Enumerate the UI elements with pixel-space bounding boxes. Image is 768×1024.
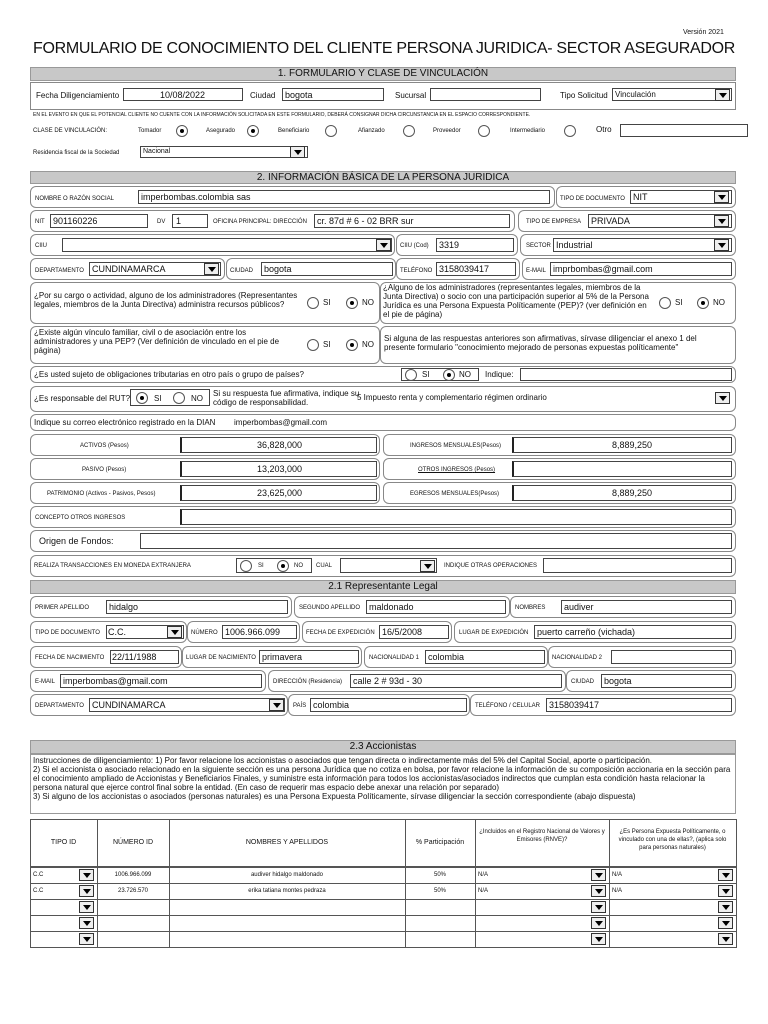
- q3-no-radio[interactable]: [346, 339, 358, 351]
- table-cell-tipo: C.C: [33, 888, 44, 894]
- table-cell-pct: 50%: [433, 888, 446, 894]
- tipo-empresa-value: PRIVADA: [591, 216, 630, 226]
- egresos-label: EGRESOS MENSUALES(Pesos): [410, 491, 500, 497]
- table-dropdown-icon[interactable]: [718, 885, 733, 897]
- section-2-1-header: 2.1 Representante Legal: [30, 580, 736, 594]
- lexp-label: LUGAR DE EXPEDICIÓN: [459, 630, 529, 636]
- table-cell-pep: N/A: [612, 872, 623, 878]
- rl-pais-value: colombia: [313, 700, 350, 710]
- sector-label: SECTOR: [526, 243, 551, 249]
- oficina-value: cr. 87d # 6 - 02 BRR sur: [317, 216, 414, 226]
- nombres-value: audiver: [564, 602, 594, 612]
- nit-value: 901160226: [53, 216, 98, 226]
- q5-no-label: NO: [459, 370, 471, 379]
- rl-tel-label: TELÉFONO / CELULAR: [475, 703, 541, 709]
- table-row: [475, 931, 610, 948]
- ingresos-value: 8,889,250: [612, 440, 653, 450]
- q5-indique-label: Indique:: [485, 370, 514, 379]
- table-dropdown-icon[interactable]: [591, 901, 606, 913]
- table-row: [169, 931, 406, 948]
- rl-pais-label: PAÍS: [293, 703, 307, 709]
- residencia-label: Residencia fiscal de la Sociedad: [33, 150, 120, 156]
- rl-ciudad-value: bogota: [604, 676, 632, 686]
- ingresos-label: INGRESOS MENSUALES(Pesos): [410, 443, 502, 449]
- opt-beneficiario-radio[interactable]: [325, 125, 337, 137]
- table-row: [475, 915, 610, 932]
- table-row: [169, 899, 406, 916]
- rl-tel-value: 3158039417: [549, 700, 600, 710]
- indique-otras-label: INDIQUE OTRAS OPERACIONES: [444, 563, 538, 569]
- instruction-2: 2) Si el accionista o asociado relacionado en la siguiente sección es una persona Jurídica que no cotiza en bolsa, por favor relacione la información de su composición accionaria en la sección para el conocimiento ampliado de Accionistas y Beneficiarios Finales, y suministre esta información para todos los accionistas/asociados indirectos que cumplan esta condición hasta relacionar la persona natural que ejerce control final sobre la entidad. (En caso de requerir mas espacio debe anexar una relación por separado): [33, 765, 731, 792]
- table-cell-nombre: audiver hidalgo maldonado: [250, 872, 324, 878]
- q5-si-radio[interactable]: [405, 369, 417, 381]
- nac2-label: NACIONALIDAD 2: [552, 655, 603, 661]
- depto-label: DEPARTAMENTO: [35, 268, 84, 274]
- rl-email-value: imperbombas@gmail.com: [63, 676, 168, 686]
- table-row: [405, 915, 476, 932]
- table-cell-rnve: N/A: [478, 888, 489, 894]
- q3-si-radio[interactable]: [307, 339, 319, 351]
- pasivo-label: PASIVO (Pesos): [82, 467, 127, 473]
- table-row: [169, 915, 406, 932]
- lnac-label: LUGAR DE NACIMIENTO: [186, 655, 256, 661]
- dv-value: 1: [176, 216, 182, 226]
- nac1-value: colombia: [428, 652, 465, 662]
- table-header-label: TIPO ID: [50, 839, 77, 846]
- rut-si-label: SI: [154, 394, 162, 403]
- table-dropdown-icon[interactable]: [79, 885, 94, 897]
- instruction-1: Instrucciones de diligenciamiento: 1) Por favor relacione los accionistas o asociados que tengan directa o indirectamente más del 5% del Capital Social, aporte o participación.: [33, 756, 653, 765]
- ciudad-value: bogota: [285, 90, 313, 100]
- moneda-no-label: NO: [294, 563, 303, 569]
- q1-no-radio[interactable]: [346, 297, 358, 309]
- q3-text: ¿Existe algún vínculo familiar, civil o de asociación entre los administradores y una PEP? (Ver definición de vinculado en el pie de página): [34, 328, 280, 355]
- tel-label: TELÉFONO: [400, 268, 433, 274]
- fnac-value: 22/11/1988: [112, 652, 157, 662]
- table-dropdown-icon[interactable]: [718, 901, 733, 913]
- moneda-no-radio[interactable]: [277, 560, 289, 572]
- opt-afianzado-radio[interactable]: [403, 125, 415, 137]
- table-row: [405, 931, 476, 948]
- q1-no-label: NO: [362, 298, 374, 307]
- fecha-label: Fecha Diligenciamiento: [36, 91, 120, 100]
- tel-value: 3158039417: [439, 264, 490, 274]
- rl-tipo-doc-dropdown-icon[interactable]: [167, 626, 182, 638]
- instruction-3: 3) Si alguno de los accionistas o asociados (personas naturales) es una Persona Expuesta Políticamente, sírvase diligenciar la sección correspondiente (abajo dispuesta): [33, 792, 636, 801]
- table-dropdown-icon[interactable]: [79, 917, 94, 929]
- sucursal-label: Sucursal: [395, 91, 427, 100]
- rl-depto-label: DEPARTAMENTO: [35, 703, 84, 709]
- rl-depto-dropdown-icon[interactable]: [269, 699, 284, 711]
- section-1-header: 1. FORMULARIO Y CLASE DE VINCULACIÓN: [30, 67, 736, 81]
- ap1-value: hidalgo: [109, 602, 139, 612]
- opt-afianzado-label: Afianzado: [358, 128, 385, 134]
- table-dropdown-icon[interactable]: [79, 901, 94, 913]
- opt-intermediario-radio[interactable]: [564, 125, 576, 137]
- rl-ciudad-label: CIUDAD: [571, 679, 595, 685]
- ap2-label: SEGUNDO APELLIDO: [299, 605, 361, 611]
- rut-no-label: NO: [191, 394, 203, 403]
- nac1-label: NACIONALIDAD 1: [369, 655, 420, 661]
- table-header-label: NOMBRES Y APELLIDOS: [245, 839, 329, 846]
- otros-label: OTROS INGRESOS (Pesos): [418, 467, 496, 473]
- indique-otras-input[interactable]: [543, 558, 732, 573]
- correo-value: imperbombas@gmail.com: [234, 418, 328, 427]
- rut-no-radio[interactable]: [173, 392, 185, 404]
- table-dropdown-icon[interactable]: [591, 917, 606, 929]
- q2-text: ¿Alguno de los administradores (representantes legales, miembros de la Junta Directiva) o socio con una participación superior al 5% de la Persona Jurídica es una Persona Expuesta Políticamente (PEP)? (ver definición en el pie de página): [383, 283, 649, 319]
- nac2-input[interactable]: [611, 650, 732, 664]
- q2-no-radio[interactable]: [697, 297, 709, 309]
- q3-no-label: NO: [362, 340, 374, 349]
- table-dropdown-icon[interactable]: [718, 869, 733, 881]
- ciiu-cod-label: CIIU (Cod): [400, 243, 429, 249]
- patrimonio-value: 23,625,000: [257, 488, 303, 498]
- ciiu-label: CIIU: [35, 243, 47, 249]
- instructions-text: [33, 756, 735, 801]
- q1-si-radio[interactable]: [307, 297, 319, 309]
- rl-numero-label: NÚMERO: [191, 630, 218, 636]
- table-cell-pep: N/A: [612, 888, 623, 894]
- sector-dropdown-icon[interactable]: [714, 239, 729, 251]
- opt-asegurado-label: Asegurado: [206, 128, 236, 134]
- section-2-3-header: 2.3 Accionistas: [30, 740, 736, 754]
- fexp-value: 16/5/2008: [382, 627, 423, 637]
- table-dropdown-icon[interactable]: [718, 917, 733, 929]
- opt-beneficiario-label: Beneficiario: [278, 128, 310, 134]
- fexp-label: FECHA DE EXPEDICIÓN: [306, 630, 375, 636]
- cual-dropdown-icon[interactable]: [420, 560, 435, 572]
- table-cell-pct: 50%: [433, 872, 446, 878]
- q4-text: Si alguna de las respuestas anteriores son afirmativas, sírvase diligenciar el anexo 1 del presente formulario "conocimiento mejorado de personas expuestas políticamente": [384, 334, 697, 352]
- rl-depto-value: CUNDINAMARCA: [92, 700, 166, 710]
- concepto-input[interactable]: [180, 509, 732, 525]
- nombres-label: NOMBRES: [515, 605, 546, 611]
- rl-tipo-doc-label: TIPO DE DOCUMENTO: [35, 630, 100, 636]
- tipo-solicitud-value: Vinculación: [615, 90, 656, 99]
- q5-si-label: SI: [422, 370, 430, 379]
- rl-dir-value: calle 2 # 93d - 30: [353, 676, 423, 686]
- oficina-label: OFICINA PRINCIPAL: DIRECCIÓN: [213, 219, 307, 225]
- email-value: imprbombas@gmail.com: [553, 264, 653, 274]
- residencia-value: Nacional: [143, 148, 171, 155]
- ciiu-select[interactable]: [62, 238, 392, 252]
- rut-si-radio[interactable]: [136, 392, 148, 404]
- concepto-label: CONCEPTO OTROS INGRESOS: [35, 515, 126, 521]
- ciiu-cod-value: 3319: [439, 240, 460, 250]
- opt-tomador-label: Tomador: [138, 128, 162, 134]
- depto-value: CUNDINAMARCA: [92, 264, 166, 274]
- activos-label: ACTIVOS (Pesos): [80, 443, 129, 449]
- correo-label: Indique su correo electrónico registrado en la DIAN: [34, 418, 216, 427]
- sucursal-input[interactable]: [430, 88, 541, 101]
- clase-label: CLASE DE VINCULACIÓN:: [33, 128, 108, 134]
- table-row: [97, 915, 170, 932]
- table-cell-nombre: erika tatiana montes pedraza: [248, 888, 326, 894]
- rut-note: Si su respuesta fue afirmativa, indique su código de responsabilidad.: [213, 389, 360, 407]
- opt-intermediario-label: Intermediario: [510, 128, 546, 134]
- otro-label: Otro: [596, 125, 612, 134]
- table-header-label: ¿Incluidos en el Registro Nacional de Valores y Emisores (RNVE)?: [479, 829, 605, 843]
- otros-input[interactable]: [512, 461, 732, 477]
- table-header-label: ¿Es Persona Expuesta Políticamente, o vinculado con una de ellas?, (aplica solo para personas naturales): [618, 829, 727, 851]
- table-header-label: NÚMERO ID: [112, 839, 154, 846]
- nombre-value: imperbombas.colombia sas: [141, 192, 251, 202]
- table-cell-numero: 1006.966.099: [114, 872, 152, 878]
- nit-label: NIT: [35, 219, 45, 225]
- q1-si-label: SI: [323, 298, 331, 307]
- egresos-value: 8,889,250: [612, 488, 653, 498]
- origen-input[interactable]: [140, 533, 732, 549]
- rut-value: 5 Impuesto renta y complementario régimen ordinario: [357, 393, 547, 402]
- origen-label: Origen de Fondos:: [39, 536, 114, 546]
- table-header-label: % Participación: [415, 839, 465, 846]
- pasivo-value: 13,203,000: [257, 464, 303, 474]
- notice-text: EN EL EVENTO EN QUE EL POTENCIAL CLIENTE NO CUENTE CON LA INFORMACIÓN SOLICITADA EN ESTE FORMULARIO, DEBERÁ CONSIGNAR DICHA CIRCUNSTANCIA EN EL ESPACIO CORRESPONDIENTE.: [33, 112, 531, 118]
- fecha-value: 10/08/2022: [160, 90, 206, 100]
- table-dropdown-icon[interactable]: [79, 869, 94, 881]
- rl-numero-value: 1006.966.099: [225, 627, 281, 637]
- patrimonio-label: PATRIMONIO (Activos - Pasivos, Pesos): [47, 491, 156, 497]
- version-label: Versión 2021: [683, 29, 724, 36]
- dv-label: DV: [157, 219, 166, 225]
- nombre-label: NOMBRE O RAZÓN SOCIAL: [35, 196, 115, 202]
- activos-value: 36,828,000: [257, 440, 303, 450]
- table-dropdown-icon[interactable]: [591, 869, 606, 881]
- fnac-label: FECHA DE NACIMIENTO: [35, 655, 105, 661]
- opt-proveedor-radio[interactable]: [478, 125, 490, 137]
- cual-label: CUAL: [316, 563, 333, 569]
- otro-input[interactable]: [620, 124, 748, 137]
- table-cell-numero: 23.726.570: [117, 888, 149, 894]
- q5-indique-input[interactable]: [520, 368, 732, 381]
- opt-tomador-radio[interactable]: [176, 125, 188, 137]
- table-dropdown-icon[interactable]: [79, 933, 94, 945]
- table-cell-tipo: C.C: [33, 872, 44, 878]
- section-2-header: 2. INFORMACIÓN BÁSICA DE LA PERSONA JURIDICA: [30, 171, 736, 184]
- table-row: [97, 931, 170, 948]
- q2-no-label: NO: [713, 298, 725, 307]
- ap2-value: maldonado: [369, 602, 414, 612]
- email-label: E-MAIL: [526, 268, 547, 274]
- residencia-dropdown-icon[interactable]: [290, 146, 305, 158]
- page-title: FORMULARIO DE CONOCIMIENTO DEL CLIENTE PERSONA JURIDICA- SECTOR ASEGURADOR: [32, 40, 736, 57]
- table-dropdown-icon[interactable]: [591, 933, 606, 945]
- table-row: [475, 899, 610, 916]
- q1-text: ¿Por su cargo o actividad, alguno de los administradores (Representantes legales, miembros de la Junta Directiva) administra recursos públicos?: [34, 291, 298, 309]
- tipo-solicitud-label: Tipo Solicitud: [560, 91, 608, 100]
- moneda-si-radio[interactable]: [240, 560, 252, 572]
- q5-no-radio[interactable]: [443, 369, 455, 381]
- opt-asegurado-radio[interactable]: [247, 125, 259, 137]
- ciudad-label: Ciudad: [250, 91, 276, 100]
- depto-dropdown-icon[interactable]: [204, 263, 219, 275]
- q3-si-label: SI: [323, 340, 331, 349]
- q2-si-radio[interactable]: [659, 297, 671, 309]
- table-row: [405, 899, 476, 916]
- rl-tipo-doc-value: C.C.: [108, 627, 126, 637]
- moneda-label: REALIZA TRANSACCIONES EN MONEDA EXTRANJERA: [34, 563, 191, 569]
- ciudad2-value: bogota: [264, 264, 292, 274]
- table-row: [97, 899, 170, 916]
- rut-question: ¿Es responsable del RUT?: [34, 394, 131, 403]
- q5-text: ¿Es usted sujeto de obligaciones tributarias en otro país o grupo de países?: [34, 370, 304, 379]
- tipo-doc-label: TIPO DE DOCUMENTO: [560, 196, 625, 202]
- ciiu-dropdown-icon[interactable]: [376, 239, 391, 251]
- rut-dropdown-icon[interactable]: [715, 392, 730, 404]
- opt-proveedor-label: Proveedor: [433, 128, 461, 134]
- rl-email-label: E-MAIL: [35, 679, 56, 685]
- moneda-si-label: SI: [258, 563, 264, 569]
- table-dropdown-icon[interactable]: [591, 885, 606, 897]
- table-dropdown-icon[interactable]: [718, 933, 733, 945]
- table-cell-rnve: N/A: [478, 872, 489, 878]
- tipo-solicitud-dropdown-icon[interactable]: [715, 89, 730, 101]
- rl-dir-label: DIRECCIÓN (Residencia): [273, 679, 343, 685]
- tipo-empresa-label: TIPO DE EMPRESA: [526, 219, 582, 225]
- tipo-doc-value: NIT: [633, 192, 648, 202]
- q2-si-label: SI: [675, 298, 683, 307]
- sector-value: Industrial: [556, 240, 593, 250]
- ciudad2-label: CIUDAD: [230, 268, 254, 274]
- lexp-value: puerto carreño (vichada): [537, 627, 636, 637]
- lnac-value: primavera: [262, 652, 303, 662]
- tipo-empresa-dropdown-icon[interactable]: [714, 215, 729, 227]
- tipo-doc-dropdown-icon[interactable]: [714, 191, 729, 203]
- ap1-label: PRIMER APELLIDO: [35, 605, 90, 611]
